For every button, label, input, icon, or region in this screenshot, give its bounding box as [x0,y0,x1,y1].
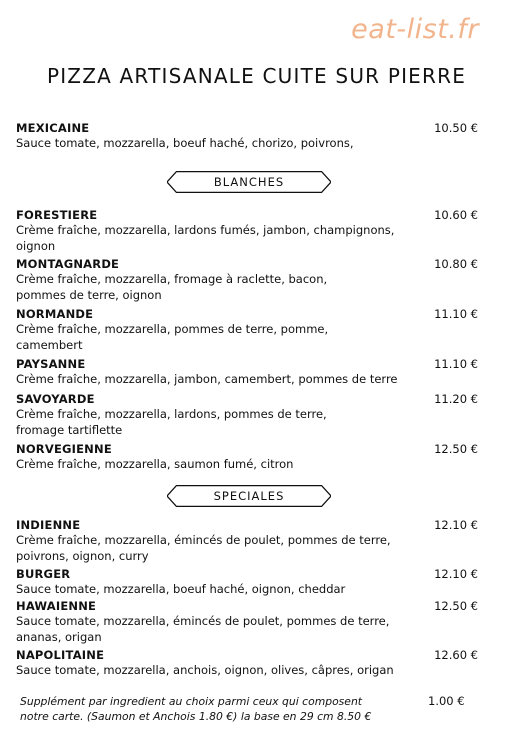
item-price: 12.10 € [434,567,478,581]
item-description: Crème fraîche, mozzarella, lardons, pommes de terre, fromage tartiflette [16,407,327,437]
item-description: Crème fraîche, mozzarella, émincés de poulet, pommes de terre, poivrons, oignon, curry [16,533,391,563]
item-price: 12.50 € [434,599,478,613]
item-description: Sauce tomate, mozzarella, boeuf haché, chorizo, poivrons, [16,136,354,150]
section-label: BLANCHES [213,175,285,189]
supplement-price: 1.00 € [428,694,465,708]
menu-item-paysanne [16,357,486,388]
item-price: 10.80 € [434,257,478,271]
section-header-blanches [0,171,513,195]
item-name: NORVEGIENNE [16,442,112,456]
menu-item-forestiere [16,208,486,254]
item-name: MEXICAINE [16,121,90,135]
menu-item-burger [16,567,486,598]
menu-item-indienne [16,518,486,564]
item-description: Crème fraîche, mozzarella, pommes de terre, pomme, camembert [16,322,329,352]
menu-item-mexicaine [16,121,486,152]
item-description: Crème fraîche, mozzarella, jambon, camembert, pommes de terre [16,372,398,386]
item-description: Crème fraîche, mozzarella, fromage à raclette, bacon, pommes de terre, oignon [16,272,328,302]
item-description: Crème fraîche, mozzarella, saumon fumé, citron [16,457,294,471]
item-description: Sauce tomate, mozzarella, émincés de poulet, pommes de terre, ananas, origan [16,614,390,644]
item-price: 10.50 € [434,121,478,135]
item-name: NORMANDE [16,307,94,321]
menu-title: PIZZA ARTISANALE CUITE SUR PIERRE [46,64,467,88]
item-name: HAWAIENNE [16,599,97,613]
menu-item-savoyarde [16,392,486,438]
item-name: FORESTIERE [16,208,98,222]
supplement-note-line: Supplément par ingredient au choix parmi ceux qui composent [20,695,363,708]
item-price: 12.50 € [434,442,478,456]
item-name: NAPOLITAINE [16,648,105,662]
item-name: MONTAGNARDE [16,257,120,271]
item-description: Crème fraîche, mozzarella, lardons fumés, jambon, champignons, oignon [16,223,395,253]
section-header-speciales [0,485,513,509]
menu-item-montagnarde [16,257,486,303]
menu-item-norvegienne [16,442,486,473]
item-description: Sauce tomate, mozzarella, anchois, oignon, olives, câpres, origan [16,663,394,677]
item-price: 12.10 € [434,518,478,532]
watermark-logo: eat-list.fr [351,14,479,45]
menu-item-normande [16,307,486,353]
item-price: 10.60 € [434,208,478,222]
item-price: 11.10 € [434,357,478,371]
item-description: Sauce tomate, mozzarella, boeuf haché, oignon, cheddar [16,582,346,596]
supplement-note-line: notre carte. (Saumon et Anchois 1.80 €) la base en 29 cm 8.50 € [20,710,372,723]
item-name: BURGER [16,567,71,581]
item-name: PAYSANNE [16,357,86,371]
menu-item-napolitaine [16,648,486,679]
item-price: 11.10 € [434,307,478,321]
supplement-note [20,694,400,724]
item-name: INDIENNE [16,518,81,532]
item-price: 11.20 € [434,392,478,406]
item-name: SAVOYARDE [16,392,95,406]
item-price: 12.60 € [434,648,478,662]
section-label: SPECIALES [213,489,285,503]
menu-item-hawaienne [16,599,486,645]
